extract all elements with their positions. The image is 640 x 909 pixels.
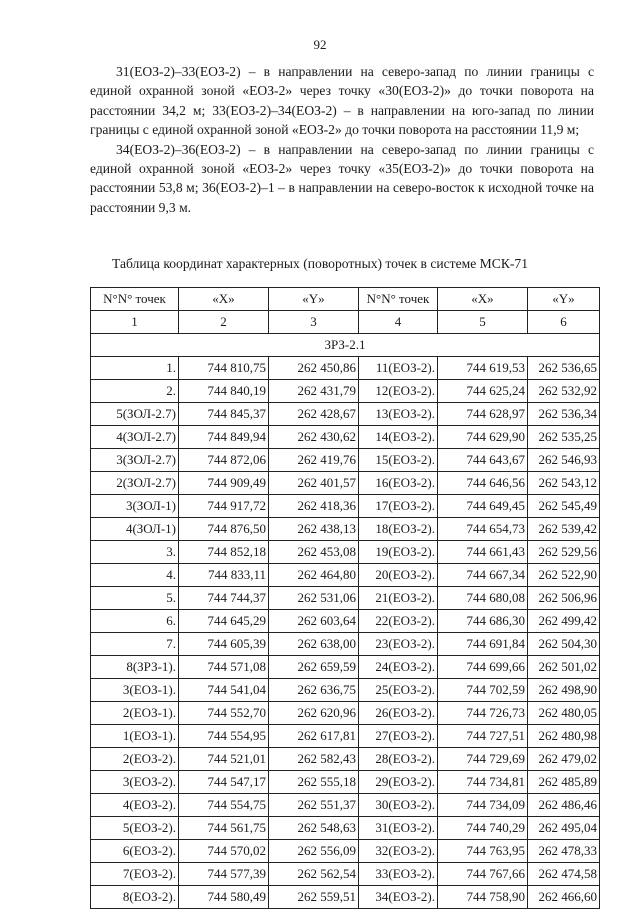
x-coordinate: 744 649,45: [438, 495, 528, 518]
point-id: 7.: [91, 633, 179, 656]
point-id: 6.: [91, 610, 179, 633]
y-coordinate: 262 582,43: [269, 748, 359, 771]
column-index: 6: [528, 311, 600, 334]
point-id: 29(ЕОЗ-2).: [359, 771, 438, 794]
table-row: [91, 633, 600, 656]
x-coordinate: 744 734,09: [438, 794, 528, 817]
column-index-row: [91, 311, 600, 334]
y-coordinate: 262 536,34: [528, 403, 600, 426]
table-row: [91, 541, 600, 564]
x-coordinate: 744 645,29: [179, 610, 269, 633]
y-coordinate: 262 485,89: [528, 771, 600, 794]
x-coordinate: 744 577,39: [179, 863, 269, 886]
point-id: 18(ЕОЗ-2).: [359, 518, 438, 541]
table-body: [91, 311, 600, 909]
y-coordinate: 262 495,04: [528, 817, 600, 840]
point-id: 23(ЕОЗ-2).: [359, 633, 438, 656]
x-coordinate: 744 727,51: [438, 725, 528, 748]
y-coordinate: 262 638,00: [269, 633, 359, 656]
y-coordinate: 262 548,63: [269, 817, 359, 840]
x-coordinate: 744 734,81: [438, 771, 528, 794]
y-coordinate: 262 546,93: [528, 449, 600, 472]
table-row: [91, 587, 600, 610]
x-coordinate: 744 740,29: [438, 817, 528, 840]
coordinates-table: [90, 287, 600, 909]
point-id: 7(ЕОЗ-2).: [91, 863, 179, 886]
point-id: 30(ЕОЗ-2).: [359, 794, 438, 817]
y-coordinate: 262 499,42: [528, 610, 600, 633]
point-id: 1.: [91, 357, 179, 380]
column-header: «X»: [179, 288, 269, 311]
section-label: ЗРЗ-2.1: [91, 334, 600, 357]
x-coordinate: 744 833,11: [179, 564, 269, 587]
column-header: «X»: [438, 288, 528, 311]
point-id: 3(ЗОЛ-2.7): [91, 449, 179, 472]
point-id: 26(ЕОЗ-2).: [359, 702, 438, 725]
column-header: «Y»: [528, 288, 600, 311]
x-coordinate: 744 680,08: [438, 587, 528, 610]
table-header-row: [91, 288, 600, 311]
column-index: 1: [91, 311, 179, 334]
column-header: N°N° точек: [91, 288, 179, 311]
x-coordinate: 744 763,95: [438, 840, 528, 863]
x-coordinate: 744 643,67: [438, 449, 528, 472]
column-header: N°N° точек: [359, 288, 438, 311]
point-id: 12(ЕОЗ-2).: [359, 380, 438, 403]
x-coordinate: 744 686,30: [438, 610, 528, 633]
x-coordinate: 744 691,84: [438, 633, 528, 656]
x-coordinate: 744 876,50: [179, 518, 269, 541]
y-coordinate: 262 478,33: [528, 840, 600, 863]
table-row: [91, 564, 600, 587]
point-id: 11(ЕОЗ-2).: [359, 357, 438, 380]
x-coordinate: 744 852,18: [179, 541, 269, 564]
y-coordinate: 262 486,46: [528, 794, 600, 817]
section-row: [91, 334, 600, 357]
y-coordinate: 262 453,08: [269, 541, 359, 564]
table-row: [91, 656, 600, 679]
point-id: 4(ЗОЛ-1): [91, 518, 179, 541]
table-row: [91, 840, 600, 863]
point-id: 1(ЕОЗ-1).: [91, 725, 179, 748]
point-id: 6(ЕОЗ-2).: [91, 840, 179, 863]
table-row: [91, 817, 600, 840]
table-row: [91, 886, 600, 909]
y-coordinate: 262 562,54: [269, 863, 359, 886]
y-coordinate: 262 474,58: [528, 863, 600, 886]
table-row: [91, 679, 600, 702]
x-coordinate: 744 726,73: [438, 702, 528, 725]
y-coordinate: 262 555,18: [269, 771, 359, 794]
y-coordinate: 262 431,79: [269, 380, 359, 403]
point-id: 3(ЕОЗ-1).: [91, 679, 179, 702]
x-coordinate: 744 917,72: [179, 495, 269, 518]
table-row: [91, 518, 600, 541]
page-number: 92: [313, 37, 327, 52]
table-row: [91, 794, 600, 817]
x-coordinate: 744 744,37: [179, 587, 269, 610]
table-row: [91, 748, 600, 771]
x-coordinate: 744 605,39: [179, 633, 269, 656]
paragraph: 31(ЕОЗ-2)–33(ЕОЗ-2) – в направлении на северо-запад по линии границы с единой охранной зоной «ЕОЗ-2» через точку «30(ЕОЗ-2)» до точки поворота на расстоянии 34,2 м; 33(ЕОЗ-2)–34(ЕОЗ-2) – в направлении на юго-запад по линии границы с единой охранной зоной «ЕОЗ-2» до точки поворота на расстоянии 11,9 м;: [90, 64, 594, 138]
x-coordinate: 744 580,49: [179, 886, 269, 909]
point-id: 17(ЕОЗ-2).: [359, 495, 438, 518]
table-row: [91, 472, 600, 495]
point-id: 24(ЕОЗ-2).: [359, 656, 438, 679]
point-id: 8(ЗРЗ-1).: [91, 656, 179, 679]
y-coordinate: 262 498,90: [528, 679, 600, 702]
y-coordinate: 262 419,76: [269, 449, 359, 472]
y-coordinate: 262 522,90: [528, 564, 600, 587]
point-id: 33(ЕОЗ-2).: [359, 863, 438, 886]
point-id: 4(ЗОЛ-2.7): [91, 426, 179, 449]
y-coordinate: 262 531,06: [269, 587, 359, 610]
y-coordinate: 262 545,49: [528, 495, 600, 518]
x-coordinate: 744 628,97: [438, 403, 528, 426]
y-coordinate: 262 506,96: [528, 587, 600, 610]
point-id: 4(ЕОЗ-2).: [91, 794, 179, 817]
point-id: 13(ЕОЗ-2).: [359, 403, 438, 426]
point-id: 22(ЕОЗ-2).: [359, 610, 438, 633]
y-coordinate: 262 504,30: [528, 633, 600, 656]
point-id: 27(ЕОЗ-2).: [359, 725, 438, 748]
point-id: 8(ЕОЗ-2).: [91, 886, 179, 909]
point-id: 5(ЗОЛ-2.7): [91, 403, 179, 426]
column-header: «Y»: [269, 288, 359, 311]
x-coordinate: 744 758,90: [438, 886, 528, 909]
table-row: [91, 357, 600, 380]
x-coordinate: 744 767,66: [438, 863, 528, 886]
table-row: [91, 449, 600, 472]
y-coordinate: 262 430,62: [269, 426, 359, 449]
point-id: 5.: [91, 587, 179, 610]
x-coordinate: 744 661,43: [438, 541, 528, 564]
x-coordinate: 744 547,17: [179, 771, 269, 794]
point-id: 2(ЕОЗ-2).: [91, 748, 179, 771]
x-coordinate: 744 561,75: [179, 817, 269, 840]
y-coordinate: 262 659,59: [269, 656, 359, 679]
x-coordinate: 744 729,69: [438, 748, 528, 771]
point-id: 21(ЕОЗ-2).: [359, 587, 438, 610]
x-coordinate: 744 619,53: [438, 357, 528, 380]
table-row: [91, 380, 600, 403]
y-coordinate: 262 532,92: [528, 380, 600, 403]
x-coordinate: 744 845,37: [179, 403, 269, 426]
point-id: 14(ЕОЗ-2).: [359, 426, 438, 449]
y-coordinate: 262 556,09: [269, 840, 359, 863]
point-id: 4.: [91, 564, 179, 587]
point-id: 2(ЕОЗ-1).: [91, 702, 179, 725]
point-id: 5(ЕОЗ-2).: [91, 817, 179, 840]
y-coordinate: 262 535,25: [528, 426, 600, 449]
point-id: 34(ЕОЗ-2).: [359, 886, 438, 909]
point-id: 19(ЕОЗ-2).: [359, 541, 438, 564]
x-coordinate: 744 570,02: [179, 840, 269, 863]
column-index: 2: [179, 311, 269, 334]
body-text: [90, 62, 594, 217]
x-coordinate: 744 872,06: [179, 449, 269, 472]
x-coordinate: 744 629,90: [438, 426, 528, 449]
paragraph: 34(ЕОЗ-2)–36(ЕОЗ-2) – в направлении на северо-запад по линии границы с единой охранной зоной «ЕОЗ-2» через точку «35(ЕОЗ-2)» до точки поворота на расстоянии 53,8 м; 36(ЕОЗ-2)–1 – в направлении на северо-восток к исходной точке на расстоянии 9,3 м.: [90, 141, 594, 215]
column-index: 3: [269, 311, 359, 334]
x-coordinate: 744 909,49: [179, 472, 269, 495]
x-coordinate: 744 667,34: [438, 564, 528, 587]
table-row: [91, 426, 600, 449]
x-coordinate: 744 554,95: [179, 725, 269, 748]
table-row: [91, 495, 600, 518]
y-coordinate: 262 418,36: [269, 495, 359, 518]
point-id: 28(ЕОЗ-2).: [359, 748, 438, 771]
y-coordinate: 262 428,67: [269, 403, 359, 426]
point-id: 25(ЕОЗ-2).: [359, 679, 438, 702]
y-coordinate: 262 450,86: [269, 357, 359, 380]
table-row: [91, 702, 600, 725]
y-coordinate: 262 551,37: [269, 794, 359, 817]
table-row: [91, 771, 600, 794]
point-id: 16(ЕОЗ-2).: [359, 472, 438, 495]
y-coordinate: 262 617,81: [269, 725, 359, 748]
y-coordinate: 262 479,02: [528, 748, 600, 771]
y-coordinate: 262 464,80: [269, 564, 359, 587]
point-id: 32(ЕОЗ-2).: [359, 840, 438, 863]
x-coordinate: 744 810,75: [179, 357, 269, 380]
point-id: 3(ЕОЗ-2).: [91, 771, 179, 794]
x-coordinate: 744 521,01: [179, 748, 269, 771]
y-coordinate: 262 536,65: [528, 357, 600, 380]
x-coordinate: 744 840,19: [179, 380, 269, 403]
point-id: 20(ЕОЗ-2).: [359, 564, 438, 587]
y-coordinate: 262 466,60: [528, 886, 600, 909]
y-coordinate: 262 501,02: [528, 656, 600, 679]
x-coordinate: 744 552,70: [179, 702, 269, 725]
y-coordinate: 262 539,42: [528, 518, 600, 541]
y-coordinate: 262 543,12: [528, 472, 600, 495]
y-coordinate: 262 480,05: [528, 702, 600, 725]
y-coordinate: 262 401,57: [269, 472, 359, 495]
y-coordinate: 262 620,96: [269, 702, 359, 725]
table-row: [91, 863, 600, 886]
x-coordinate: 744 646,56: [438, 472, 528, 495]
table-row: [91, 403, 600, 426]
point-id: 3(ЗОЛ-1): [91, 495, 179, 518]
x-coordinate: 744 654,73: [438, 518, 528, 541]
point-id: 31(ЕОЗ-2).: [359, 817, 438, 840]
x-coordinate: 744 702,59: [438, 679, 528, 702]
y-coordinate: 262 480,98: [528, 725, 600, 748]
x-coordinate: 744 625,24: [438, 380, 528, 403]
table-row: [91, 610, 600, 633]
point-id: 2.: [91, 380, 179, 403]
column-index: 4: [359, 311, 438, 334]
point-id: 15(ЕОЗ-2).: [359, 449, 438, 472]
x-coordinate: 744 554,75: [179, 794, 269, 817]
y-coordinate: 262 559,51: [269, 886, 359, 909]
table-caption: Таблица координат характерных (поворотных) точек в системе МСК-71: [111, 256, 529, 271]
column-index: 5: [438, 311, 528, 334]
y-coordinate: 262 603,64: [269, 610, 359, 633]
point-id: 2(ЗОЛ-2.7): [91, 472, 179, 495]
point-id: 3.: [91, 541, 179, 564]
y-coordinate: 262 529,56: [528, 541, 600, 564]
y-coordinate: 262 636,75: [269, 679, 359, 702]
x-coordinate: 744 699,66: [438, 656, 528, 679]
x-coordinate: 744 849,94: [179, 426, 269, 449]
x-coordinate: 744 571,08: [179, 656, 269, 679]
x-coordinate: 744 541,04: [179, 679, 269, 702]
table-row: [91, 725, 600, 748]
y-coordinate: 262 438,13: [269, 518, 359, 541]
